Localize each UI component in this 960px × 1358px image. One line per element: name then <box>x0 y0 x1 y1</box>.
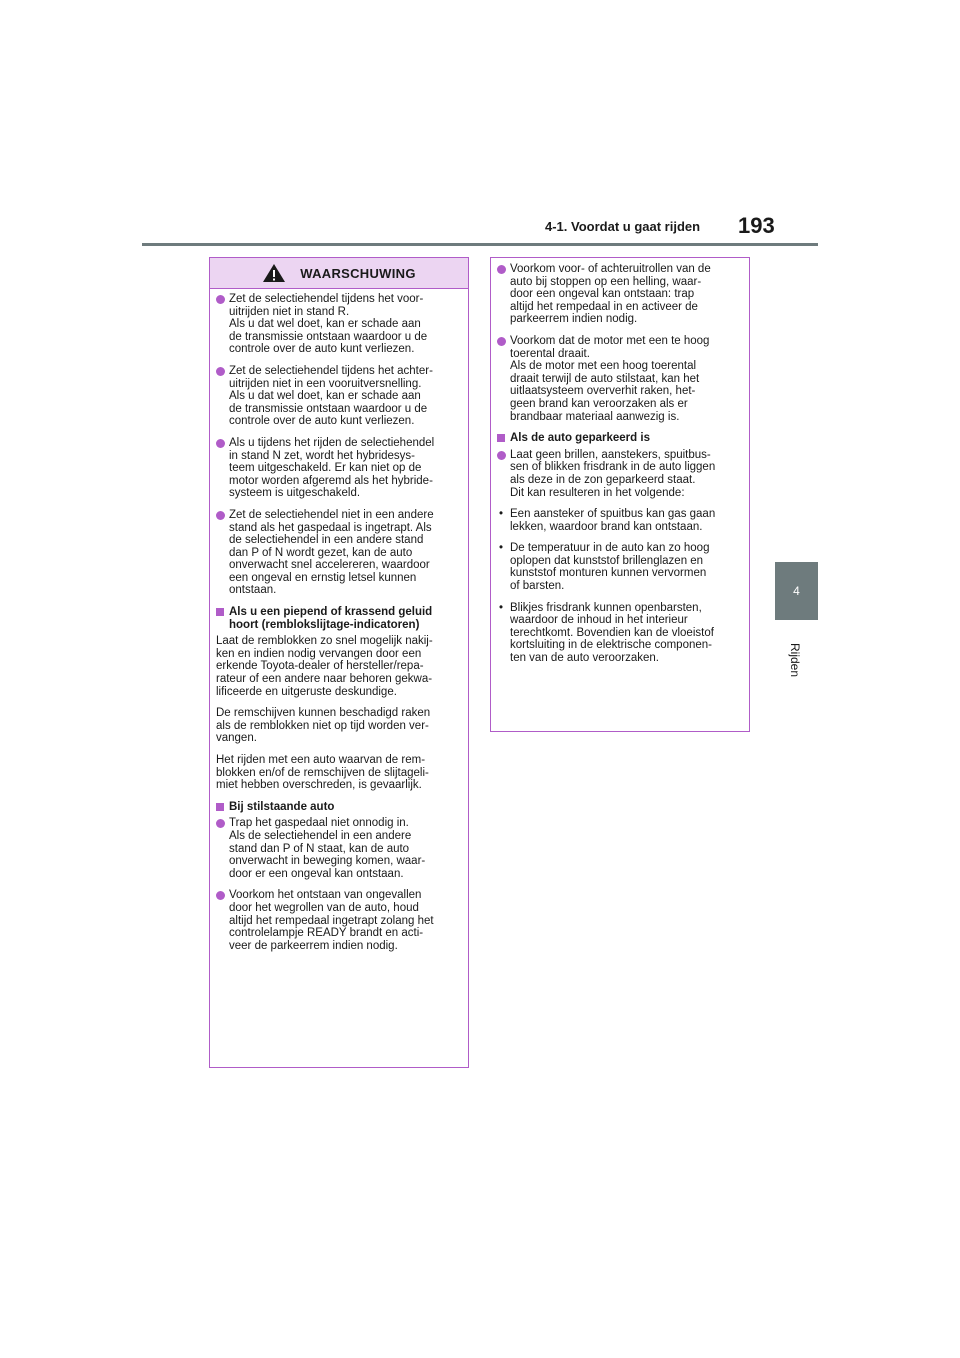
sub-bullet-item: • De temperatuur in de auto kan zo hoog oplopen dat kunststof brillenglazen en kunststof monturen kunnen vervormen of barsten. <box>497 542 744 592</box>
section-heading: Als de auto geparkeerd is <box>497 432 744 445</box>
bullet-item: Zet de selectiehendel tijdens het voor- uitrijden niet in stand R. Als u dat wel doet, kan er schade aan de transmissie ontstaan waardoor u de controle over de auto kunt verliezen. <box>216 293 463 356</box>
bullet-item: Trap het gaspedaal niet onnodig in. Als de selectiehendel in een andere stand dan P of N staat, kan de auto onverwacht in beweging komen, waar- door er een ongeval kan ontstaan. <box>216 817 463 880</box>
warning-header <box>210 258 468 289</box>
bullet-item: Voorkom het ontstaan van ongevallen door het wegrollen van de auto, houd altijd het rempedaal ingetrapt zolang het controlelampje READY brandt en acti- veer de parkeerrem indien nodig. <box>216 889 463 952</box>
bullet-item: Laat geen brillen, aanstekers, spuitbus- sen of blikken frisdrank in de auto liggen als deze in de zon geparkeerd staat. Dit kan resulteren in het volgende: <box>497 449 744 499</box>
chapter-label <box>780 630 810 690</box>
section-heading: Bij stilstaande auto <box>216 801 463 814</box>
chapter-number: 4 <box>793 584 800 598</box>
warning-content-left <box>210 289 468 952</box>
warning-triangle-icon <box>262 263 286 283</box>
paragraph: Het rijden met een auto waarvan de rem- blokken en/of de remschijven de slijtageli- miet hebben overschreden, is gevaarlijk. <box>216 754 429 792</box>
chapter-tab <box>775 562 818 620</box>
warning-box-left <box>209 257 469 1068</box>
bullet-item: Voorkom voor- of achteruitrollen van de auto bij stoppen op een helling, waar- door een ongeval kan ontstaan: trap altijd het rempedaal in en activeer de parkeerrem indien nodig. <box>497 263 744 326</box>
sub-bullet-item: • Blikjes frisdrank kunnen openbarsten, waardoor de inhoud in het interieur terechtkomt. Bovendien kan de vloeistof kortsluiting in de elektrische componen- ten van de auto veroorzaken. <box>497 602 744 665</box>
bullet-item: Zet de selectiehendel niet in een andere stand als het gaspedaal is ingetrapt. Als de selectiehendel in een andere stand dan P of N wordt gezet, kan de auto onverwacht snel accelereren, waardoor een ongeval en ernstig letsel kunnen ontstaan. <box>216 509 463 597</box>
page-number: 193 <box>738 213 775 238</box>
bullet-item: Als u tijdens het rijden de selectiehendel in stand N zet, wordt het hybridesys- teem uitgeschakeld. Er kan niet op de motor worden afgeremd als het hybride- systeem is uitgeschakeld. <box>216 437 463 500</box>
warning-box-right <box>490 257 750 732</box>
sub-bullet-item: • Een aansteker of spuitbus kan gas gaan lekken, waardoor brand kan ontstaan. <box>497 508 744 533</box>
paragraph: Laat de remblokken zo snel mogelijk nakij- ken en indien nodig vervangen door een erkende Toyota-dealer of hersteller/repa- rateur of een andere naar behoren gekwa- lificeerde en uitgeruste deskundige. <box>216 635 433 698</box>
chapter-label-text: Rijden <box>788 642 802 678</box>
section-heading: Als u een piepend of krassend geluid hoort (remblokslijtage-indicatoren) <box>216 606 463 631</box>
bullet-item: Zet de selectiehendel tijdens het achter- uitrijden niet in een vooruitversnelling. Als u dat wel doet, kan er schade aan de transmissie ontstaan waardoor u de controle over de auto kunt verliezen. <box>216 365 463 428</box>
bullet-item: Voorkom dat de motor met een te hoog toerental draait. Als de motor met een hoog toerental draait terwijl de auto stilstaat, kan het uitlaatsysteem oververhit raken, het- geen brand kan veroorzaken als er brandbaar materiaal aanwezig is. <box>497 335 744 423</box>
warning-content-right <box>491 258 749 665</box>
warning-title: WAARSCHUWING <box>300 265 416 281</box>
section-title: 4-1. Voordat u gaat rijden <box>545 219 701 234</box>
header-rule <box>142 243 818 246</box>
paragraph: De remschijven kunnen beschadigd raken als de remblokken niet op tijd worden ver- vangen. <box>216 707 431 745</box>
